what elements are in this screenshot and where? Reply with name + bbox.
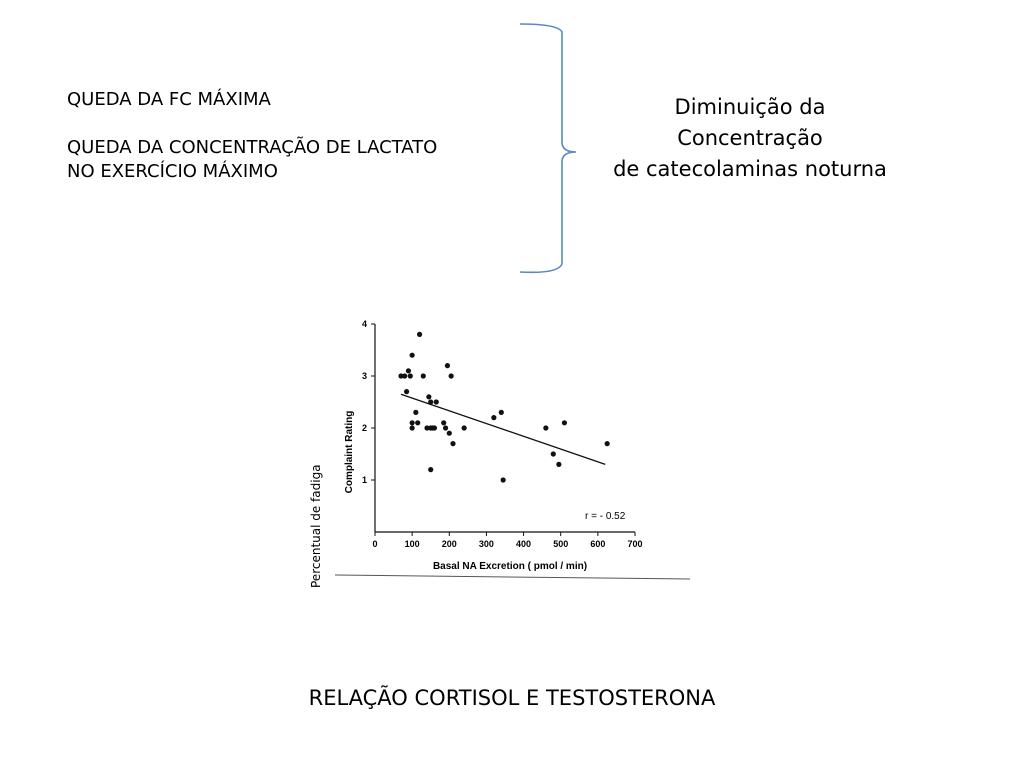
bottom-title: RELAÇÃO CORTISOL E TESTOSTERONA: [308, 686, 716, 710]
data-point: [415, 420, 420, 425]
data-point: [410, 425, 415, 430]
x-tick-label: 0: [372, 539, 378, 549]
x-axis-label: Basal NA Excretion ( pmol / min): [432, 561, 588, 572]
data-point: [445, 363, 450, 368]
data-point: [443, 425, 448, 430]
data-point: [449, 373, 454, 378]
data-point: [408, 373, 413, 378]
data-point: [413, 410, 418, 415]
right-line-2: Concentração: [677, 126, 823, 150]
data-point: [434, 399, 439, 404]
data-point: [462, 425, 467, 430]
correlation-annotation: r = - 0.52: [585, 511, 626, 522]
data-point: [491, 415, 496, 420]
right-line-3: de catecolaminas noturna: [613, 157, 887, 181]
data-point: [432, 425, 437, 430]
data-point: [543, 425, 548, 430]
data-point: [402, 373, 407, 378]
line-gap: [67, 112, 437, 136]
y-tick-label: 4: [361, 319, 367, 329]
data-point: [428, 467, 433, 472]
outer-y-label: Percentual de fadiga: [309, 464, 323, 588]
data-point: [421, 373, 426, 378]
y-tick-label: 3: [361, 371, 367, 381]
x-tick-label: 300: [478, 539, 494, 549]
y-tick-label: 1: [361, 475, 367, 485]
data-point: [556, 462, 561, 467]
x-tick-label: 700: [627, 539, 643, 549]
right-line-1: Diminuição da: [674, 95, 826, 119]
data-point: [410, 353, 415, 358]
x-tick-label: 400: [516, 539, 532, 549]
scatter-chart: [300, 312, 700, 592]
right-text-block: [590, 92, 910, 185]
data-point: [426, 394, 431, 399]
curly-brace: [518, 22, 578, 278]
left-text-block: [67, 88, 437, 184]
left-line-1: QUEDA DA FC MÁXIMA: [67, 89, 271, 110]
y-axis-label: Complaint Rating: [344, 410, 355, 494]
x-tick-label: 200: [441, 539, 457, 549]
data-point: [562, 420, 567, 425]
data-point: [447, 431, 452, 436]
left-line-4: NO EXERCÍCIO MÁXIMO: [67, 161, 278, 182]
x-tick-label: 600: [590, 539, 606, 549]
data-point: [450, 441, 455, 446]
points-group: [398, 332, 609, 483]
y-tick-label: 2: [361, 423, 367, 433]
x-tick-label: 500: [553, 539, 569, 549]
data-point: [499, 410, 504, 415]
chart-svg: [300, 312, 700, 592]
data-point: [404, 389, 409, 394]
data-point: [410, 420, 415, 425]
left-line-3: QUEDA DA CONCENTRAÇÃO DE LACTATO: [67, 137, 438, 158]
data-point: [501, 477, 506, 482]
data-point: [441, 420, 446, 425]
data-point: [605, 441, 610, 446]
data-point: [406, 368, 411, 373]
baseline-rule: [335, 572, 695, 582]
data-point: [551, 451, 556, 456]
data-point: [417, 332, 422, 337]
x-tick-label: 100: [404, 539, 420, 549]
